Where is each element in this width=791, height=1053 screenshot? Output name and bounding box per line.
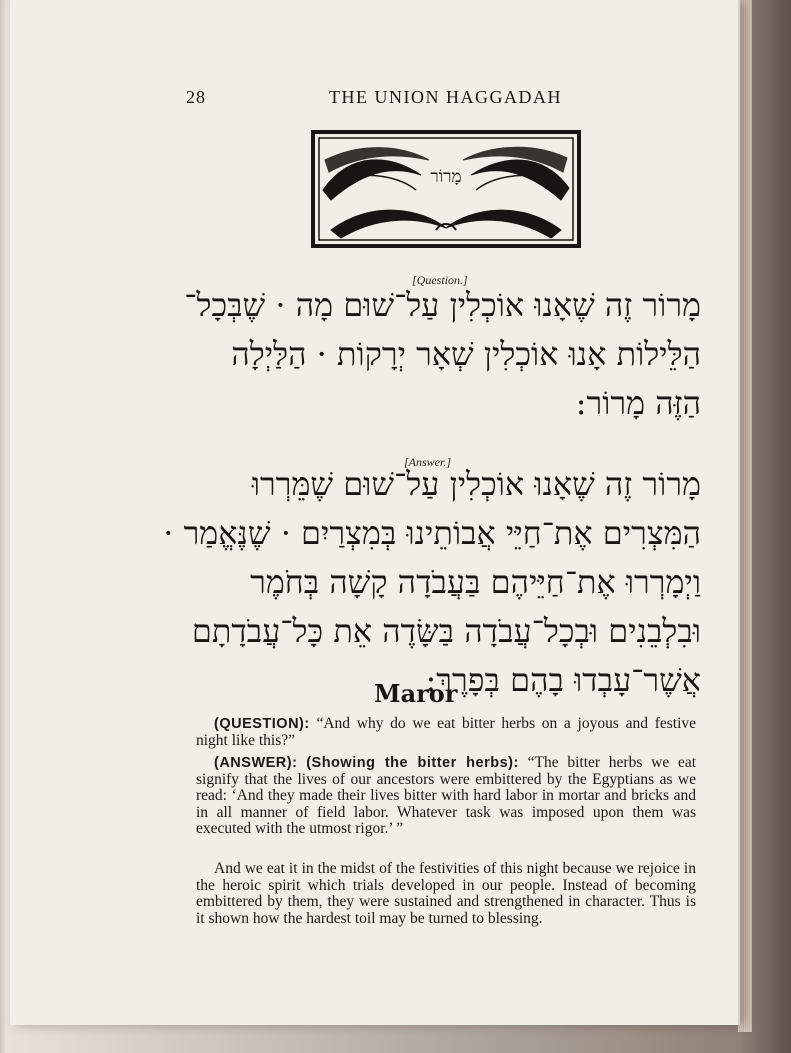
- answer-note: (Showing the bitter herbs):: [306, 755, 519, 771]
- closing-text: And we eat it in the midst of the festivities of this night because we rejoice in the heroic spirit which trials developed in our people. Instead of becoming embittered by them, they were sustained and strengthened in character. Thus is it shown how the hardest toil may be turned to blessing.: [196, 860, 696, 927]
- hebrew-answer-line: וּבִלְבֵנִים וּבְכָל־עֲבֹדָה בַּשָּׂדֶה אֵת כָּל־עֲבֹדָתָם: [191, 612, 701, 650]
- answer-label: [Answer.]: [404, 455, 452, 469]
- ornament-title: מָרוֹר: [430, 167, 462, 187]
- hebrew-answer-line: אֲשֶׁר־עָבְדוּ בָהֶם בְּפָרֶךְ:: [425, 661, 701, 699]
- hebrew-question-line: מָרוֹר זֶה שֶׁאָנוּ אוֹכְלִין עַל־שׁוּם מָה · שֶׁבְּכָל־: [184, 286, 701, 324]
- answer-paragraph: [196, 755, 696, 838]
- page-edges: [738, 0, 752, 1032]
- closing-paragraph: [196, 861, 696, 927]
- answer-text: “The bitter herbs we eat signify that the lives of our ancestors were embittered by the Egyptians as we read: ‘And they made their lives bitter with hard labor in mortar and bricks and in all manner of field labor. Whatever task was imposed upon them was executed with the utmost rigor.’ ”: [196, 754, 697, 837]
- hebrew-answer-line: וַיְמָרְרוּ אֶת־חַיֵּיהֶם בַּעֲבֹדָה קָשָׁה בְּחֹמֶר: [250, 563, 701, 601]
- hebrew-answer-line: מָרוֹר זֶה שֶׁאָנוּ אוֹכְלִין עַל־שׁוּם שֶׁמֵּרְרוּ: [251, 465, 701, 503]
- section-title: Maror: [374, 679, 458, 708]
- hebrew-question-line: הַלֵּילוֹת אָנוּ אוֹכְלִין שְׁאָר יְרָקוֹת · הַלַּיְלָה: [231, 335, 701, 373]
- question-label: [Question.]: [412, 273, 468, 287]
- running-head: THE UNION HAGGADAH: [329, 87, 562, 107]
- hebrew-answer-line: הַמִּצְרִים אֶת־חַיֵּי אֲבוֹתֵינוּ בְּמִצְרַיִם · שֶׁנֶּאֱמַר ·: [163, 514, 701, 552]
- maror-ornament: [311, 130, 581, 248]
- answer-keyword: (ANSWER):: [214, 755, 298, 771]
- question-keyword: (QUESTION):: [214, 716, 310, 732]
- question-paragraph: [196, 716, 696, 749]
- question-text: “And why do we eat bitter herbs on a joyous and festive night like this?”: [196, 715, 697, 749]
- page-number: 28: [186, 87, 206, 107]
- hebrew-question-line: הַזֶּה מָרוֹר:: [575, 384, 701, 422]
